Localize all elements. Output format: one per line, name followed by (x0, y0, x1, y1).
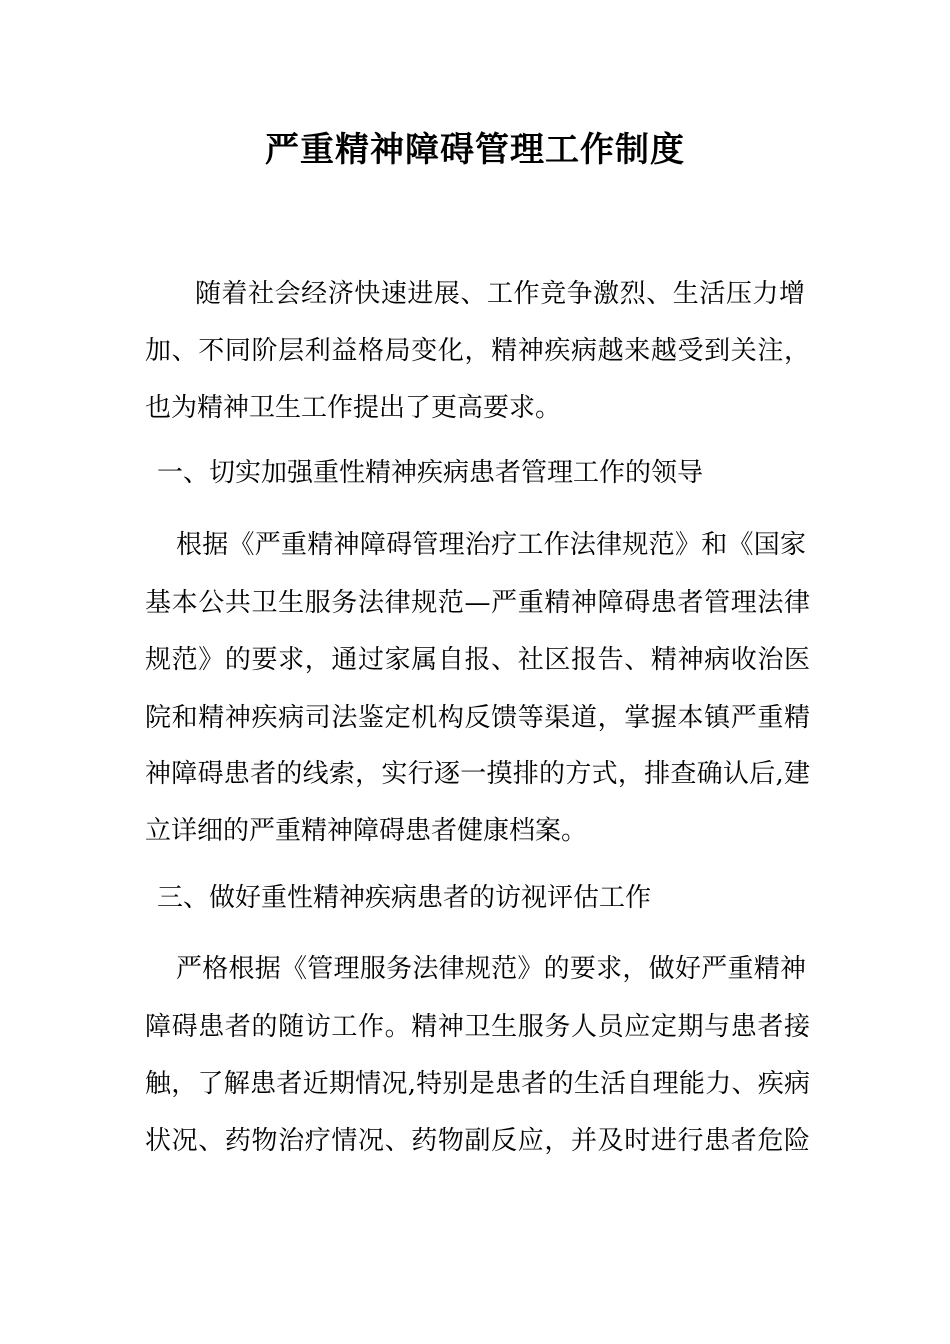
section-heading-1: 一、切实加强重性精神疾病患者管理工作的领导 (157, 458, 704, 488)
section-heading-3: 三、做好重性精神疾病患者的访视评估工作 (157, 883, 652, 913)
section3-paragraph-line: 严格根据《管理服务法律规范》的要求，做好严重精神 (176, 954, 806, 984)
intro-paragraph-line: 加、不同阶层利益格局变化，精神疾病越来越受到关注， (145, 336, 810, 366)
intro-paragraph-line: 也为精神卫生工作提出了更高要求。 (145, 393, 562, 423)
section1-paragraph-line: 规范》的要求，通过家属自报、社区报告、精神病收治医 (145, 645, 810, 675)
intro-paragraph-line: 随着社会经济快速进展、工作竞争激烈、生活压力增 (195, 279, 805, 309)
section3-paragraph-line: 触，了解患者近期情况,特别是患者的生活自理能力、疾病 (145, 1069, 810, 1099)
document-title: 严重精神障碍管理工作制度 (265, 130, 685, 170)
section1-paragraph-line: 院和精神疾病司法鉴定机构反馈等渠道，掌握本镇严重精 (145, 703, 810, 733)
section1-paragraph-line: 神障碍患者的线索，实行逐一摸排的方式，排查确认后,建 (145, 759, 810, 789)
section3-paragraph-line: 状况、药物治疗情况、药物副反应，并及时进行患者危险 (145, 1126, 810, 1156)
section1-paragraph-line: 基本公共卫生服务法律规范—严重精神障碍患者管理法律 (145, 588, 810, 618)
section1-paragraph-line: 根据《严重精神障碍管理治疗工作法律规范》和《国家 (176, 530, 806, 560)
section1-paragraph-line: 立详细的严重精神障碍患者健康档案。 (145, 816, 588, 846)
section3-paragraph-line: 障碍患者的随访工作。精神卫生服务人员应定期与患者接 (145, 1012, 810, 1042)
